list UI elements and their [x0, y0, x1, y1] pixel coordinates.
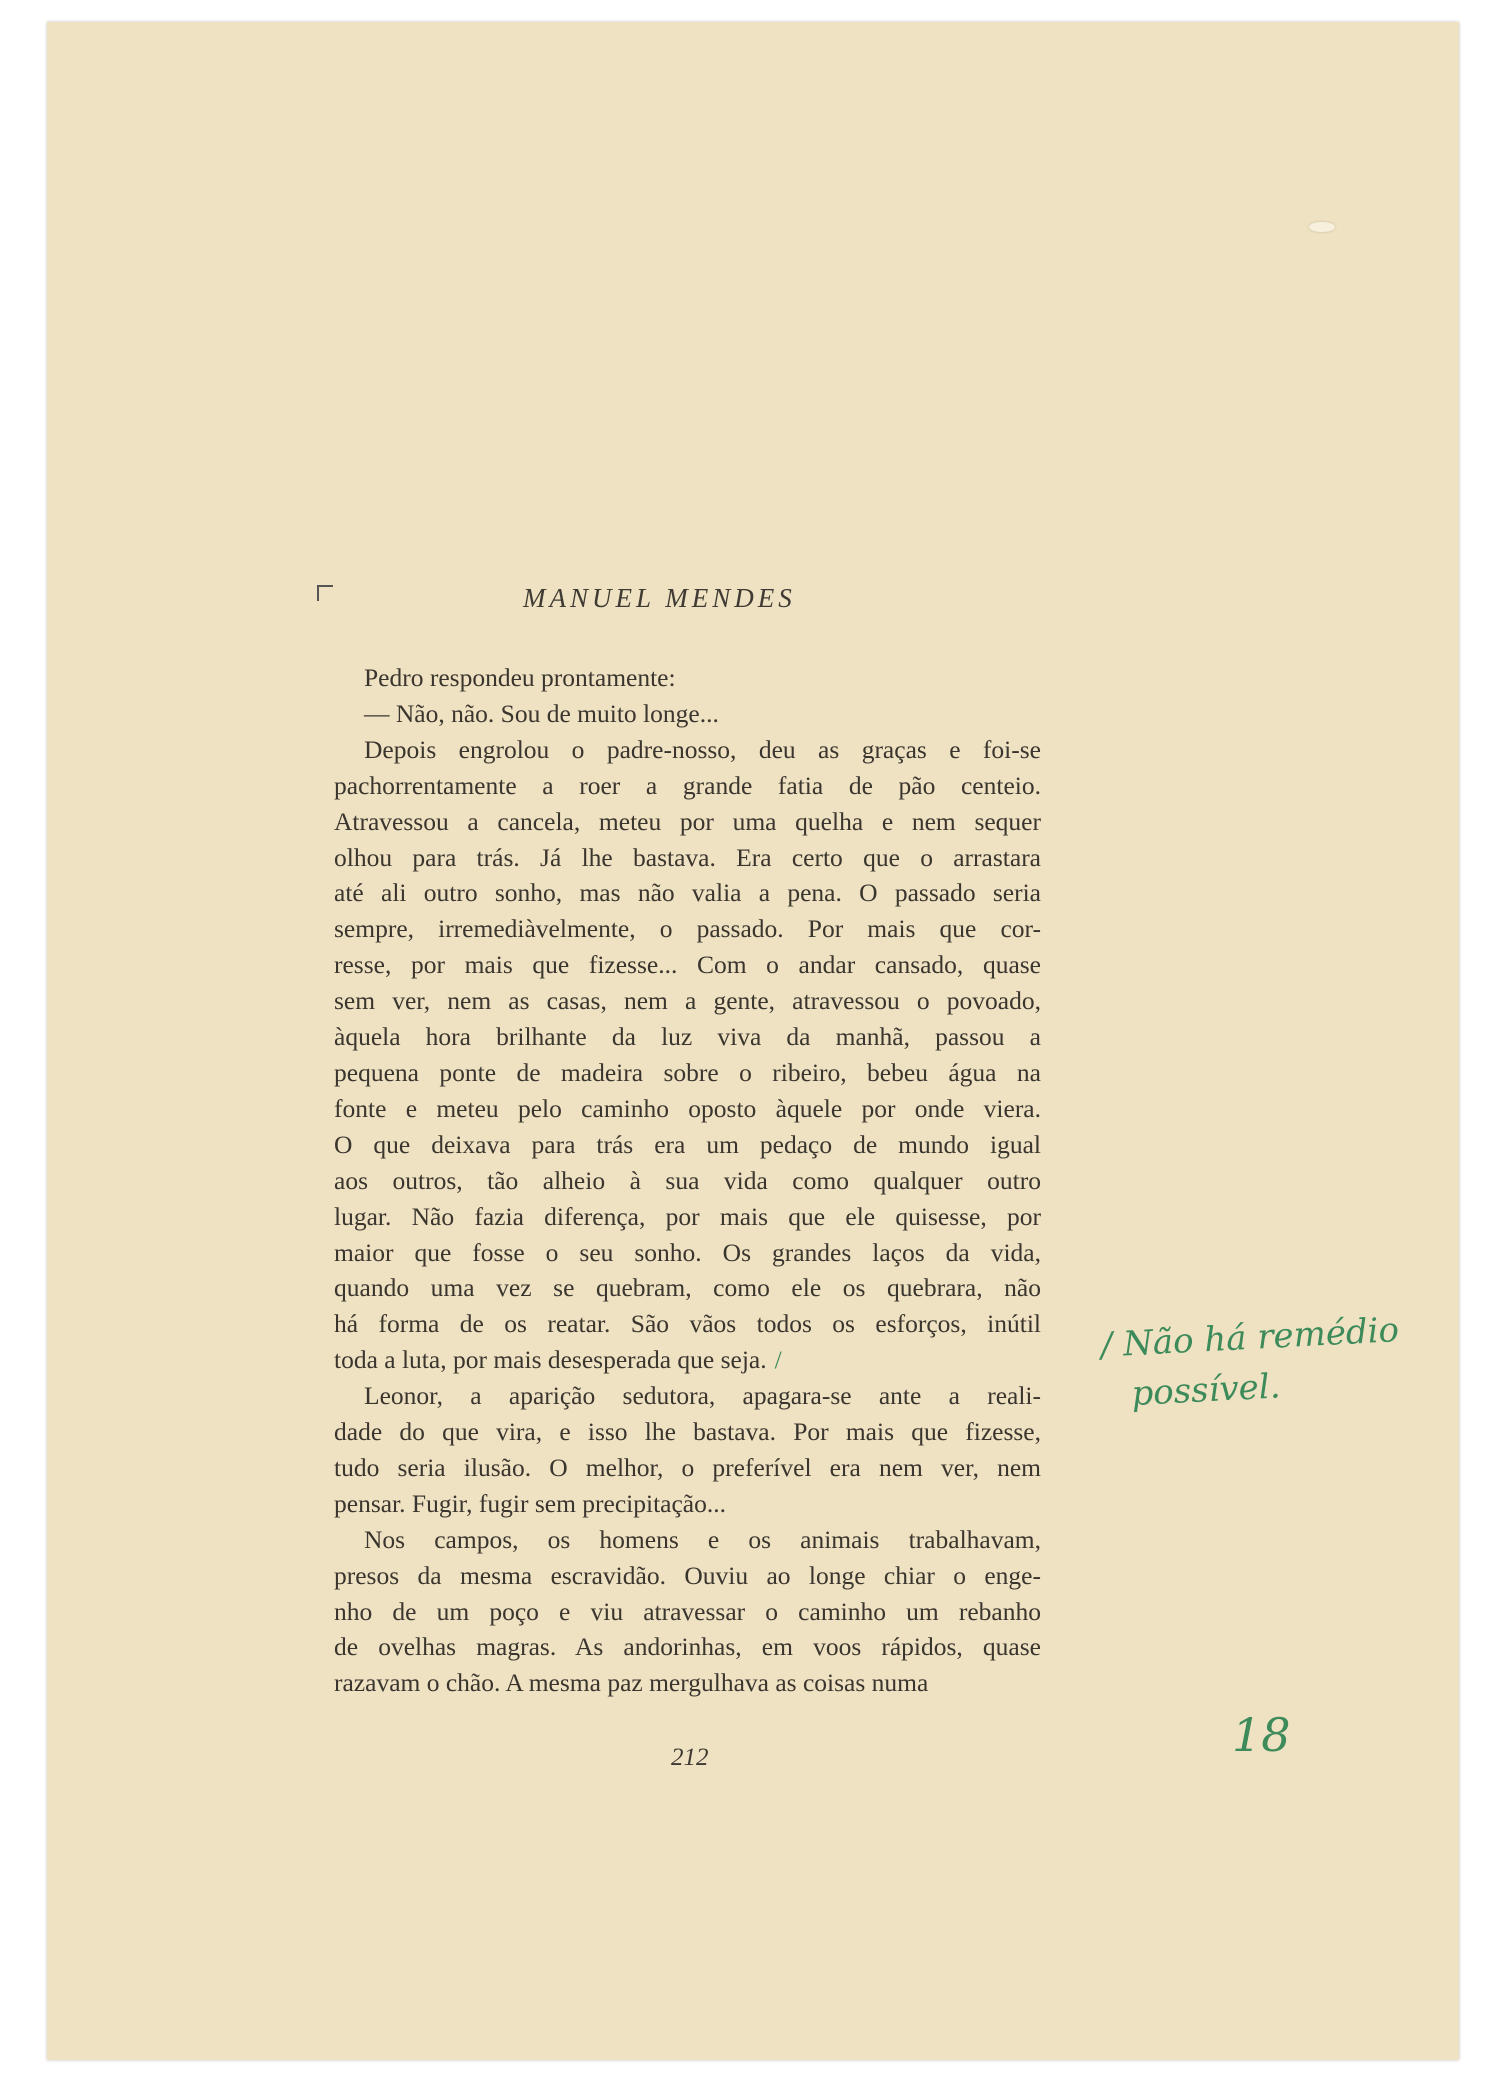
handwritten-margin-note — [1100, 1303, 1435, 1420]
text-line: quando uma vez se quebram, como ele os quebrara, não — [334, 1273, 1041, 1303]
body-text — [334, 660, 1041, 1701]
paragraph — [334, 732, 1041, 1378]
text-line: há forma de os reatar. São vãos todos os esforços, inútil — [334, 1309, 1041, 1339]
text-line: nho de um poço e viu atravessar o caminho um rebanho — [334, 1596, 1041, 1626]
text-line: fonte e meteu pelo caminho oposto àquele por onde viera. — [334, 1093, 1041, 1123]
text-line: sem ver, nem as casas, nem a gente, atravessou o povoado, — [334, 986, 1041, 1016]
text-line: Depois engrolou o padre-nosso, deu as graças e foi-se — [364, 734, 1041, 764]
pencil-insert-mark: / — [774, 1345, 782, 1375]
crop-corner-mark — [317, 585, 333, 601]
text-line: olhou para trás. Já lhe bastava. Era certo que o arrastara — [334, 842, 1041, 872]
paper-blemish — [1309, 222, 1335, 232]
text-line: dade do que vira, e isso lhe bastava. Por mais que fizesse, — [334, 1417, 1041, 1447]
paragraph — [334, 1522, 1041, 1702]
text-line: lugar. Não fazia diferença, por mais que ele quisesse, por — [334, 1201, 1041, 1231]
page-number: 212 — [671, 1744, 709, 1771]
margin-note-line-2: possível. — [1130, 1366, 1282, 1415]
text-line: tudo seria ilusão. O melhor, o preferível era nem ver, nem — [334, 1452, 1041, 1482]
text-line: aos outros, tão alheio à sua vida como qualquer outro — [334, 1165, 1041, 1195]
text-line: Leonor, a aparição sedutora, apagara-se ante a reali- — [364, 1381, 1041, 1411]
text-line: pequena ponte de madeira sobre o ribeiro, bebeu água na — [334, 1057, 1041, 1087]
paragraph — [334, 660, 1041, 696]
text-line: razavam o chão. A mesma paz mergulhava as coisas numa — [334, 1668, 929, 1698]
text-line: Atravessou a cancela, meteu por uma quelha e nem sequer — [334, 806, 1041, 836]
text-line: maior que fosse o seu sonho. Os grandes laços da vida, — [334, 1237, 1041, 1267]
text-line: — Não, não. Sou de muito longe... — [364, 698, 719, 728]
text-line: de ovelhas magras. As andorinhas, em voos rápidos, quase — [334, 1632, 1041, 1662]
text-line: pachorrentamente a roer a grande fatia de pão centeio. — [334, 770, 1041, 800]
text-line: sempre, irremediàvelmente, o passado. Por mais que cor- — [334, 914, 1041, 944]
handwritten-sheet-number: 18 — [1232, 1708, 1291, 1762]
text-line: Nos campos, os homens e os animais trabalhavam, — [364, 1524, 1041, 1554]
running-head: MANUEL MENDES — [523, 583, 796, 613]
text-line: O que deixava para trás era um pedaço de mundo igual — [334, 1129, 1041, 1159]
paragraph — [334, 1378, 1041, 1522]
text-line: Pedro respondeu prontamente: — [364, 663, 676, 692]
text-line: até ali outro sonho, mas não valia a pena. O passado seria — [334, 878, 1041, 908]
paragraph — [334, 696, 1041, 732]
text-line: resse, por mais que fizesse... Com o andar cansado, quase — [334, 950, 1041, 980]
manuscript-page — [47, 22, 1459, 2060]
text-line: toda a luta, por mais desesperada que seja. — [334, 1345, 767, 1375]
text-line: pensar. Fugir, fugir sem precipitação... — [334, 1488, 726, 1518]
margin-note-line-1: / Não há remédio — [1099, 1310, 1400, 1366]
text-line: presos da mesma escravidão. Ouviu ao longe chiar o enge- — [334, 1560, 1041, 1590]
text-line: àquela hora brilhante da luz viva da manhã, passou a — [334, 1022, 1041, 1052]
